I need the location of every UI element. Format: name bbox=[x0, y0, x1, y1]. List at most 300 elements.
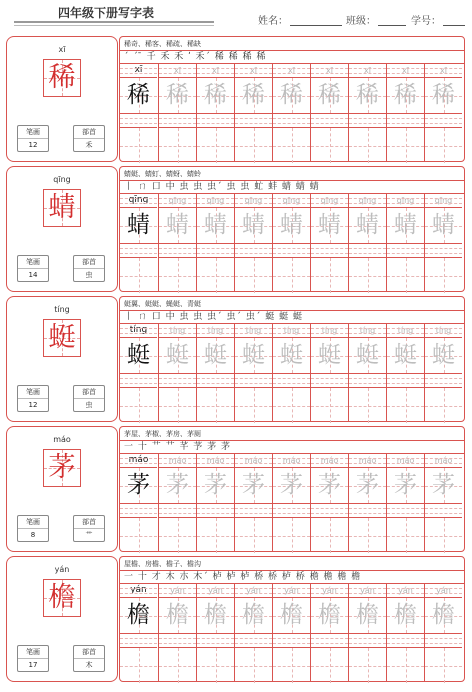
model-character: 檐 bbox=[48, 582, 76, 613]
pinyin-cell[interactable] bbox=[311, 584, 348, 598]
tianzige-box[interactable] bbox=[159, 648, 196, 683]
pinyin-cell[interactable] bbox=[197, 244, 234, 258]
tianzige-box[interactable] bbox=[273, 468, 310, 503]
practice-cell[interactable] bbox=[196, 324, 234, 373]
practice-cell[interactable] bbox=[348, 64, 386, 113]
practice-cell[interactable] bbox=[348, 113, 386, 162]
practice-cell[interactable] bbox=[348, 324, 386, 373]
practice-cell[interactable] bbox=[120, 373, 158, 422]
practice-cell[interactable] bbox=[120, 633, 158, 682]
practice-grid bbox=[120, 453, 464, 552]
pinyin-cell[interactable] bbox=[273, 244, 310, 258]
practice-cell[interactable] bbox=[386, 113, 424, 162]
practice-cell[interactable] bbox=[424, 113, 462, 162]
practice-cell[interactable] bbox=[386, 454, 424, 503]
pinyin-cell[interactable] bbox=[273, 114, 310, 128]
tianzige-box[interactable] bbox=[273, 338, 310, 373]
tianzige-box[interactable] bbox=[349, 258, 386, 293]
practice-cell[interactable] bbox=[272, 454, 310, 503]
tianzige-box[interactable] bbox=[235, 648, 272, 683]
tianzige-box[interactable] bbox=[235, 468, 272, 503]
practice-cell[interactable] bbox=[424, 503, 462, 552]
tianzige-box[interactable] bbox=[349, 338, 386, 373]
pinyin-cell[interactable] bbox=[425, 244, 462, 258]
pinyin-cell[interactable] bbox=[235, 634, 272, 648]
pinyin-cell[interactable] bbox=[197, 194, 234, 208]
pinyin-cell[interactable] bbox=[387, 634, 424, 648]
tianzige-box[interactable] bbox=[120, 128, 157, 163]
practice-cell[interactable] bbox=[196, 584, 234, 633]
practice-cell[interactable] bbox=[424, 584, 462, 633]
pinyin-cell[interactable] bbox=[235, 324, 272, 338]
practice-cell[interactable] bbox=[196, 64, 234, 113]
practice-cell[interactable] bbox=[272, 64, 310, 113]
practice-cell[interactable] bbox=[120, 503, 158, 552]
tianzige-box[interactable] bbox=[235, 598, 272, 633]
pinyin-cell[interactable] bbox=[235, 504, 272, 518]
practice-cell[interactable] bbox=[424, 64, 462, 113]
tianzige-box[interactable] bbox=[349, 208, 386, 243]
pinyin-cell[interactable] bbox=[273, 64, 310, 78]
tianzige-box[interactable] bbox=[235, 518, 272, 553]
pinyin-cell[interactable] bbox=[273, 634, 310, 648]
practice-cell[interactable] bbox=[234, 373, 272, 422]
tianzige-box[interactable] bbox=[273, 598, 310, 633]
practice-cell[interactable] bbox=[310, 633, 348, 682]
radical-value: 木 bbox=[85, 661, 93, 669]
pinyin-cell[interactable] bbox=[120, 244, 157, 258]
pinyin-cell[interactable] bbox=[349, 634, 386, 648]
tianzige-box[interactable] bbox=[425, 128, 462, 163]
name-field[interactable] bbox=[258, 12, 342, 27]
pinyin-cell[interactable] bbox=[311, 374, 348, 388]
practice-cell[interactable] bbox=[348, 503, 386, 552]
pinyin-cell[interactable] bbox=[159, 374, 196, 388]
pinyin-cell[interactable] bbox=[311, 114, 348, 128]
tianzige-box[interactable] bbox=[425, 208, 462, 243]
tianzige-box[interactable] bbox=[387, 598, 424, 633]
trace-character: 稀 bbox=[432, 82, 455, 108]
practice-cell[interactable] bbox=[196, 633, 234, 682]
practice-cell[interactable] bbox=[234, 113, 272, 162]
practice-cell[interactable] bbox=[272, 243, 310, 292]
tianzige-box[interactable] bbox=[425, 598, 462, 633]
pinyin-cell[interactable] bbox=[311, 64, 348, 78]
pinyin-cell[interactable] bbox=[120, 114, 157, 128]
pinyin-trace: yán bbox=[436, 586, 451, 595]
pinyin-cell[interactable] bbox=[235, 454, 272, 468]
tianzige-box[interactable] bbox=[311, 468, 348, 503]
pinyin-cell[interactable] bbox=[425, 584, 462, 598]
practice-cell[interactable] bbox=[158, 243, 196, 292]
practice-cell[interactable] bbox=[120, 64, 158, 113]
pinyin-cell[interactable] bbox=[387, 584, 424, 598]
practice-cell[interactable] bbox=[196, 243, 234, 292]
pinyin-cell[interactable] bbox=[349, 114, 386, 128]
pinyin-cell[interactable] bbox=[349, 244, 386, 258]
pinyin-guide-line bbox=[197, 643, 234, 644]
pinyin-cell[interactable] bbox=[425, 454, 462, 468]
pinyin-cell[interactable] bbox=[349, 324, 386, 338]
practice-cell[interactable] bbox=[196, 113, 234, 162]
trace-character: 稀 bbox=[166, 82, 189, 108]
pinyin-cell[interactable] bbox=[120, 584, 157, 598]
pinyin-cell[interactable] bbox=[120, 64, 157, 78]
practice-cell[interactable] bbox=[234, 503, 272, 552]
tianzige-box[interactable] bbox=[425, 518, 462, 553]
tianzige-box[interactable] bbox=[197, 208, 234, 243]
pinyin-cell[interactable] bbox=[311, 454, 348, 468]
pinyin-cell[interactable] bbox=[387, 454, 424, 468]
tianzige-box[interactable] bbox=[159, 518, 196, 553]
tianzige-box[interactable] bbox=[197, 648, 234, 683]
practice-cell[interactable] bbox=[196, 503, 234, 552]
pinyin-cell[interactable] bbox=[197, 584, 234, 598]
pinyin-cell[interactable] bbox=[349, 454, 386, 468]
pinyin-guide-line bbox=[120, 73, 157, 74]
practice-cell[interactable] bbox=[386, 633, 424, 682]
practice-cell[interactable] bbox=[272, 584, 310, 633]
tianzige-box[interactable] bbox=[197, 598, 234, 633]
tianzige-box[interactable] bbox=[120, 258, 157, 293]
tianzige-box[interactable] bbox=[197, 78, 234, 113]
pinyin-cell[interactable] bbox=[349, 504, 386, 518]
tianzige-box[interactable] bbox=[311, 338, 348, 373]
practice-cell[interactable] bbox=[310, 324, 348, 373]
pinyin-cell[interactable] bbox=[120, 504, 157, 518]
tianzige-box[interactable] bbox=[387, 338, 424, 373]
practice-cell[interactable] bbox=[196, 194, 234, 243]
pinyin-cell[interactable] bbox=[197, 64, 234, 78]
pinyin-cell[interactable] bbox=[197, 634, 234, 648]
practice-cell[interactable] bbox=[424, 454, 462, 503]
practice-cell[interactable] bbox=[196, 454, 234, 503]
pinyin-guide-line bbox=[235, 513, 272, 514]
tianzige-box[interactable] bbox=[197, 518, 234, 553]
tianzige-box[interactable] bbox=[159, 208, 196, 243]
grid-line bbox=[406, 388, 407, 423]
practice-cell[interactable] bbox=[310, 454, 348, 503]
pinyin-cell[interactable] bbox=[197, 374, 234, 388]
tianzige-box[interactable] bbox=[425, 78, 462, 113]
practice-cell[interactable] bbox=[310, 243, 348, 292]
pinyin-cell[interactable] bbox=[387, 244, 424, 258]
pinyin-guide-line bbox=[273, 383, 310, 384]
pinyin-cell[interactable] bbox=[235, 194, 272, 208]
practice-cell[interactable] bbox=[196, 373, 234, 422]
practice-cell[interactable] bbox=[120, 113, 158, 162]
pinyin-guide-line bbox=[197, 328, 234, 329]
tianzige-box[interactable] bbox=[235, 208, 272, 243]
pinyin-cell[interactable] bbox=[235, 114, 272, 128]
practice-cell[interactable] bbox=[234, 64, 272, 113]
practice-cell[interactable] bbox=[386, 64, 424, 113]
pinyin-cell[interactable] bbox=[120, 374, 157, 388]
tianzige-box[interactable] bbox=[120, 468, 157, 503]
tianzige-box[interactable] bbox=[349, 468, 386, 503]
tianzige-box[interactable] bbox=[273, 518, 310, 553]
pinyin-cell[interactable] bbox=[159, 244, 196, 258]
practice-cell[interactable] bbox=[234, 584, 272, 633]
tianzige-box[interactable] bbox=[387, 468, 424, 503]
tianzige-box[interactable] bbox=[159, 258, 196, 293]
pinyin-cell[interactable] bbox=[197, 324, 234, 338]
tianzige-box[interactable] bbox=[197, 128, 234, 163]
tianzige-box[interactable] bbox=[425, 468, 462, 503]
pinyin-cell[interactable] bbox=[425, 114, 462, 128]
pinyin-cell[interactable] bbox=[159, 114, 196, 128]
pinyin-cell[interactable] bbox=[197, 114, 234, 128]
pinyin-cell[interactable] bbox=[273, 504, 310, 518]
pinyin-cell[interactable] bbox=[387, 324, 424, 338]
practice-cell[interactable] bbox=[120, 584, 158, 633]
pinyin-cell[interactable] bbox=[311, 324, 348, 338]
pinyin-cell[interactable] bbox=[273, 374, 310, 388]
pinyin-cell[interactable] bbox=[311, 194, 348, 208]
practice-cell[interactable] bbox=[348, 633, 386, 682]
pinyin-cell[interactable] bbox=[120, 634, 157, 648]
tianzige-box[interactable] bbox=[311, 388, 348, 423]
name-blank[interactable] bbox=[290, 15, 342, 26]
practice-cell[interactable] bbox=[272, 324, 310, 373]
tianzige-box[interactable] bbox=[349, 518, 386, 553]
tianzige-box[interactable] bbox=[120, 598, 157, 633]
tianzige-box[interactable] bbox=[349, 128, 386, 163]
tianzige-box[interactable] bbox=[159, 128, 196, 163]
tianzige-box[interactable] bbox=[273, 388, 310, 423]
practice-cell[interactable] bbox=[158, 324, 196, 373]
grid-line bbox=[444, 128, 445, 163]
practice-cell[interactable] bbox=[158, 503, 196, 552]
practice-cell[interactable] bbox=[158, 633, 196, 682]
tianzige-box[interactable] bbox=[273, 208, 310, 243]
student-no-blank[interactable] bbox=[443, 15, 465, 26]
practice-cell[interactable] bbox=[272, 113, 310, 162]
practice-cell[interactable] bbox=[158, 194, 196, 243]
tianzige-box[interactable] bbox=[197, 258, 234, 293]
practice-cell[interactable] bbox=[424, 194, 462, 243]
practice-cell[interactable] bbox=[348, 454, 386, 503]
tianzige-box[interactable] bbox=[349, 388, 386, 423]
tianzige-box[interactable] bbox=[349, 648, 386, 683]
pinyin-cell[interactable] bbox=[311, 634, 348, 648]
practice-cell[interactable] bbox=[348, 194, 386, 243]
practice-cell[interactable] bbox=[272, 373, 310, 422]
pinyin-cell[interactable] bbox=[349, 374, 386, 388]
tianzige-box[interactable] bbox=[235, 258, 272, 293]
practice-cell[interactable] bbox=[272, 633, 310, 682]
pinyin-cell[interactable] bbox=[387, 374, 424, 388]
practice-cell[interactable] bbox=[234, 194, 272, 243]
pinyin-cell[interactable] bbox=[425, 324, 462, 338]
practice-cell[interactable] bbox=[158, 373, 196, 422]
tianzige-box[interactable] bbox=[349, 78, 386, 113]
tianzige-box[interactable] bbox=[235, 338, 272, 373]
pinyin-cell[interactable] bbox=[349, 194, 386, 208]
pinyin-cell[interactable] bbox=[159, 634, 196, 648]
practice-cell[interactable] bbox=[120, 454, 158, 503]
tianzige-box[interactable] bbox=[120, 78, 157, 113]
trace-character: 蜓 bbox=[356, 342, 379, 368]
grid-line bbox=[178, 128, 179, 163]
tianzige-box[interactable] bbox=[120, 518, 157, 553]
pinyin-cell[interactable] bbox=[120, 324, 157, 338]
tianzige-box[interactable] bbox=[273, 78, 310, 113]
title-underline-thin bbox=[14, 25, 214, 26]
practice-cell[interactable] bbox=[234, 243, 272, 292]
practice-cell[interactable] bbox=[158, 454, 196, 503]
tianzige-box[interactable] bbox=[387, 388, 424, 423]
practice-cell[interactable] bbox=[348, 373, 386, 422]
pinyin-cell[interactable] bbox=[235, 244, 272, 258]
class-blank[interactable] bbox=[378, 15, 406, 26]
practice-cell[interactable] bbox=[310, 503, 348, 552]
pinyin-cell[interactable] bbox=[159, 194, 196, 208]
pinyin-cell[interactable] bbox=[159, 454, 196, 468]
grid-line bbox=[292, 518, 293, 553]
tianzige-box[interactable] bbox=[387, 648, 424, 683]
pinyin-cell[interactable] bbox=[120, 454, 157, 468]
tianzige-box[interactable] bbox=[311, 598, 348, 633]
pinyin-cell[interactable] bbox=[197, 504, 234, 518]
tianzige-box[interactable] bbox=[197, 338, 234, 373]
pinyin-cell[interactable] bbox=[120, 194, 157, 208]
tianzige-box[interactable] bbox=[235, 128, 272, 163]
practice-cell[interactable] bbox=[424, 243, 462, 292]
pinyin-cell[interactable] bbox=[273, 194, 310, 208]
practice-cell[interactable] bbox=[310, 584, 348, 633]
pinyin-cell[interactable] bbox=[387, 194, 424, 208]
tianzige-box[interactable] bbox=[120, 338, 157, 373]
student-no-field[interactable] bbox=[411, 12, 465, 27]
practice-cell[interactable] bbox=[310, 194, 348, 243]
pinyin-cell[interactable] bbox=[349, 64, 386, 78]
tianzige-box[interactable] bbox=[311, 208, 348, 243]
pinyin-cell[interactable] bbox=[425, 374, 462, 388]
pinyin-guide-line bbox=[273, 68, 310, 69]
tianzige-box[interactable] bbox=[235, 388, 272, 423]
tianzige-box[interactable] bbox=[159, 468, 196, 503]
pinyin-cell[interactable] bbox=[387, 64, 424, 78]
pinyin-cell[interactable] bbox=[235, 374, 272, 388]
practice-cell[interactable] bbox=[120, 324, 158, 373]
pinyin-cell[interactable] bbox=[235, 584, 272, 598]
practice-cell[interactable] bbox=[386, 373, 424, 422]
pinyin-cell[interactable] bbox=[273, 454, 310, 468]
pinyin-guide-line bbox=[311, 638, 348, 639]
pinyin-cell[interactable] bbox=[349, 584, 386, 598]
pinyin-cell[interactable] bbox=[425, 64, 462, 78]
pinyin-cell[interactable] bbox=[159, 584, 196, 598]
tianzige-box[interactable] bbox=[387, 208, 424, 243]
pinyin-guide-line bbox=[120, 198, 157, 199]
pinyin-cell[interactable] bbox=[197, 454, 234, 468]
tianzige-box[interactable] bbox=[311, 258, 348, 293]
tianzige-box[interactable] bbox=[273, 128, 310, 163]
class-field[interactable] bbox=[346, 12, 406, 27]
practice-cell[interactable] bbox=[272, 194, 310, 243]
tianzige-box[interactable] bbox=[197, 388, 234, 423]
practice-cell[interactable] bbox=[424, 373, 462, 422]
tianzige-box[interactable] bbox=[387, 128, 424, 163]
tianzige-box[interactable] bbox=[197, 468, 234, 503]
practice-cell[interactable] bbox=[348, 584, 386, 633]
tianzige-box[interactable] bbox=[387, 78, 424, 113]
practice-cell[interactable] bbox=[234, 454, 272, 503]
tianzige-box[interactable] bbox=[425, 338, 462, 373]
tianzige-box[interactable] bbox=[120, 388, 157, 423]
practice-cell[interactable] bbox=[386, 243, 424, 292]
tianzige-box[interactable] bbox=[273, 258, 310, 293]
tianzige-box[interactable] bbox=[349, 598, 386, 633]
pinyin-guide-line bbox=[197, 383, 234, 384]
pinyin-cell[interactable] bbox=[425, 194, 462, 208]
practice-cell[interactable] bbox=[310, 373, 348, 422]
tianzige-box[interactable] bbox=[120, 648, 157, 683]
practice-cell[interactable] bbox=[310, 64, 348, 113]
pinyin-cell[interactable] bbox=[425, 504, 462, 518]
pinyin-cell[interactable] bbox=[311, 504, 348, 518]
practice-cell[interactable] bbox=[234, 324, 272, 373]
practice-cell[interactable] bbox=[158, 584, 196, 633]
stroke-count-box bbox=[17, 125, 49, 152]
pinyin-cell[interactable] bbox=[311, 244, 348, 258]
tianzige-box[interactable] bbox=[387, 258, 424, 293]
tianzige-box[interactable] bbox=[387, 518, 424, 553]
pinyin-cell[interactable] bbox=[159, 64, 196, 78]
practice-cell[interactable] bbox=[120, 194, 158, 243]
tianzige-box[interactable] bbox=[273, 648, 310, 683]
pinyin-cell[interactable] bbox=[159, 504, 196, 518]
practice-cell[interactable] bbox=[424, 633, 462, 682]
pinyin-cell[interactable] bbox=[387, 504, 424, 518]
practice-cell[interactable] bbox=[158, 113, 196, 162]
pinyin-cell[interactable] bbox=[425, 634, 462, 648]
tianzige-box[interactable] bbox=[311, 648, 348, 683]
tianzige-box[interactable] bbox=[311, 518, 348, 553]
pinyin-cell[interactable] bbox=[235, 64, 272, 78]
practice-cell[interactable] bbox=[158, 64, 196, 113]
tianzige-box[interactable] bbox=[311, 78, 348, 113]
practice-cell[interactable] bbox=[386, 194, 424, 243]
practice-cell[interactable] bbox=[272, 503, 310, 552]
sample-character: 茅 bbox=[127, 472, 150, 498]
practice-cell[interactable] bbox=[120, 243, 158, 292]
pinyin-cell[interactable] bbox=[387, 114, 424, 128]
practice-cell[interactable] bbox=[348, 243, 386, 292]
tianzige-box[interactable] bbox=[425, 388, 462, 423]
practice-cell[interactable] bbox=[234, 633, 272, 682]
tianzige-box[interactable] bbox=[159, 388, 196, 423]
practice-cell[interactable] bbox=[310, 113, 348, 162]
practice-cell[interactable] bbox=[386, 584, 424, 633]
tianzige-box[interactable] bbox=[311, 128, 348, 163]
tianzige-box[interactable] bbox=[159, 78, 196, 113]
pinyin-cell[interactable] bbox=[273, 324, 310, 338]
tianzige-box[interactable] bbox=[120, 208, 157, 243]
tianzige-box[interactable] bbox=[425, 258, 462, 293]
tianzige-box[interactable] bbox=[159, 598, 196, 633]
tianzige-box[interactable] bbox=[425, 648, 462, 683]
practice-cell[interactable] bbox=[386, 503, 424, 552]
example-words: 蜓翼、蜓蜓、蝇蜓、青蜓 bbox=[124, 300, 201, 308]
tianzige-box[interactable] bbox=[235, 78, 272, 113]
pinyin-cell[interactable] bbox=[273, 584, 310, 598]
pinyin-cell[interactable] bbox=[159, 324, 196, 338]
practice-cell[interactable] bbox=[386, 324, 424, 373]
practice-cell[interactable] bbox=[424, 324, 462, 373]
tianzige-box[interactable] bbox=[159, 338, 196, 373]
